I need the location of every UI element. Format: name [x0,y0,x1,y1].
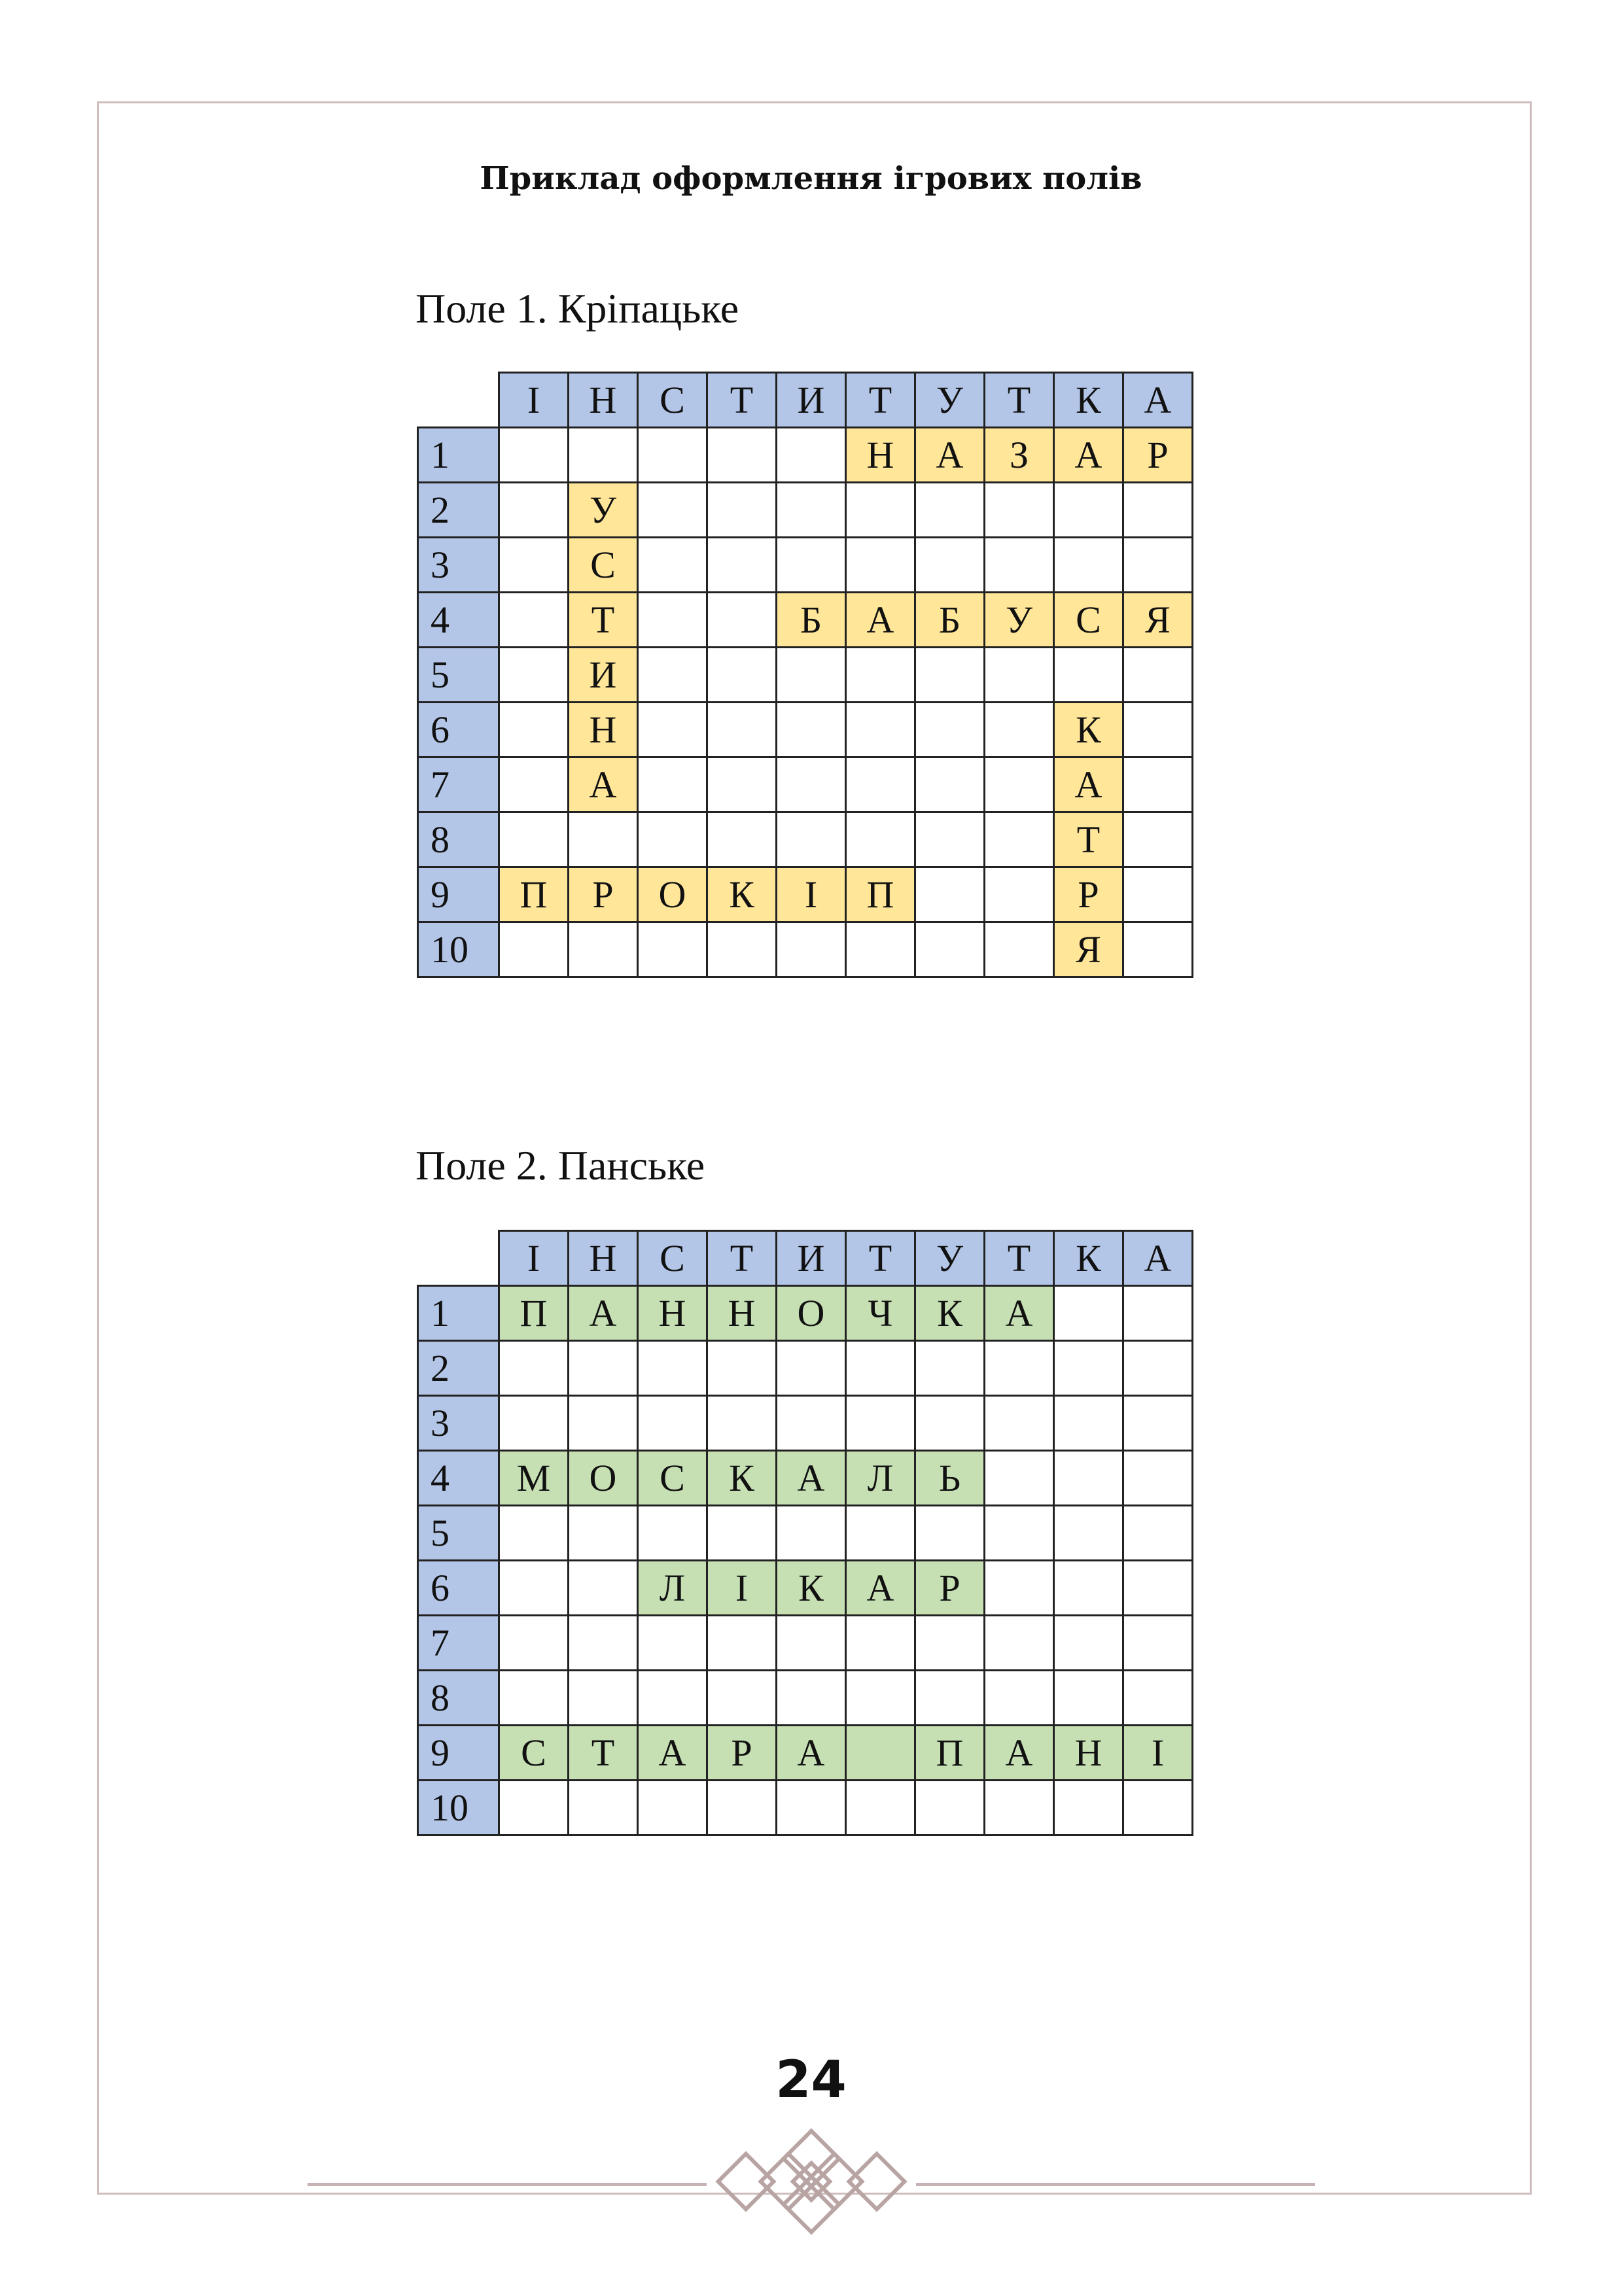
row-label: 9 [418,1726,499,1781]
grid-cell [1123,703,1193,757]
grid-cell [915,1781,985,1835]
grid-cell [707,593,777,648]
row-label: 10 [418,1781,499,1835]
grid-cell: Р [707,1726,777,1781]
grid-cell [915,1616,985,1671]
grid-cell: А [915,428,985,483]
grid-cell [1054,483,1123,538]
grid-cell [499,1781,569,1835]
row-label: 6 [418,703,499,757]
grid-cell: А [846,593,915,648]
grid-cell [499,593,569,648]
grid-cell [638,1671,707,1726]
grid-cell [1123,1341,1193,1396]
grid-cell [569,1561,638,1616]
grid-cell: Т [1054,812,1123,867]
grid-cell: С [638,1451,707,1506]
column-header: А [1123,1231,1193,1286]
grid-cell [499,703,569,757]
grid-cell [499,1616,569,1671]
row-label: 2 [418,483,499,538]
grid-corner [418,373,499,428]
grid-cell [777,1506,846,1561]
grid-cell: Л [846,1451,915,1506]
grid-cell: М [499,1451,569,1506]
grid-cell: Н [707,1286,777,1341]
grid-cell [499,1561,569,1616]
grid-cell: Н [846,428,915,483]
grid-cell: П [499,1286,569,1341]
row-label: 6 [418,1561,499,1616]
grid-cell [1123,538,1193,593]
grid-cell [569,812,638,867]
grid-cell: І [777,867,846,922]
grid-cell: Н [638,1286,707,1341]
grid-row [418,483,1193,538]
grid-cell [707,757,777,812]
grid-cell [1123,1451,1193,1506]
grid-cell [569,1616,638,1671]
grid-cell [499,1506,569,1561]
grid-cell: С [1054,593,1123,648]
grid-cell [707,1616,777,1671]
grid-header-row [418,373,1193,428]
grid-cell [638,538,707,593]
grid-cell [707,1781,777,1835]
row-label: 8 [418,1671,499,1726]
grid-cell: У [569,483,638,538]
grid-cell [638,757,707,812]
grid-cell [1123,1781,1193,1835]
grid-cell [569,1671,638,1726]
field-2-grid [417,1230,1193,1836]
row-label: 4 [418,1451,499,1506]
grid-cell [569,1396,638,1451]
grid-cell [707,1671,777,1726]
field-2-title: Поле 2. Панське [415,1142,705,1189]
grid-cell [1054,1341,1123,1396]
grid-cell: С [499,1726,569,1781]
grid-cell [569,1341,638,1396]
grid-cell [915,867,985,922]
grid-cell: А [569,757,638,812]
grid-cell [1123,922,1193,977]
column-header: К [1054,1231,1123,1286]
grid-cell [915,648,985,703]
grid-cell: Б [915,593,985,648]
grid-cell [1054,1506,1123,1561]
grid-cell [985,703,1054,757]
row-label: 8 [418,812,499,867]
ornament-icon [707,2126,916,2237]
grid-cell [846,1506,915,1561]
column-header: С [638,373,707,428]
page-title: Приклад оформлення ігрових полів [480,160,1142,197]
grid-cell [777,538,846,593]
grid-cell [846,922,915,977]
grid-cell [985,812,1054,867]
grid-cell [915,1396,985,1451]
grid-cell [569,1506,638,1561]
grid-cell: А [1054,757,1123,812]
grid-cell: О [638,867,707,922]
grid-cell [638,428,707,483]
grid-cell [707,483,777,538]
column-header: Н [569,373,638,428]
column-header: И [777,373,846,428]
grid-cell [846,703,915,757]
grid-cell [846,812,915,867]
grid-cell [1123,1396,1193,1451]
grid-cell [638,812,707,867]
grid-cell: Я [1054,922,1123,977]
grid-cell [1054,1286,1123,1341]
grid-cell: А [777,1451,846,1506]
grid-cell [985,757,1054,812]
field-1-title: Поле 1. Кріпацьке [415,285,739,332]
column-header: Т [985,1231,1054,1286]
grid-cell [1054,1561,1123,1616]
grid-cell [1123,1561,1193,1616]
grid-cell [985,538,1054,593]
grid-cell [638,1396,707,1451]
grid-cell [846,483,915,538]
grid-cell [638,1506,707,1561]
grid-cell: Ь [915,1451,985,1506]
grid-cell: Т [569,593,638,648]
grid-corner [418,1231,499,1286]
grid-cell [499,648,569,703]
grid-cell [1054,1616,1123,1671]
column-header: І [499,1231,569,1286]
row-label: 1 [418,1286,499,1341]
grid-cell: П [846,867,915,922]
grid-cell: Ч [846,1286,915,1341]
grid-cell: К [915,1286,985,1341]
grid-cell [1054,1396,1123,1451]
grid-cell [777,757,846,812]
grid-cell [707,648,777,703]
column-header: С [638,1231,707,1286]
grid-row [418,648,1193,703]
grid-cell [707,428,777,483]
column-header: Т [846,1231,915,1286]
grid-cell [1054,1671,1123,1726]
grid-cell [638,593,707,648]
grid-row [418,1451,1193,1506]
column-header: К [1054,373,1123,428]
grid-row [418,1616,1193,1671]
grid-cell [846,1726,915,1781]
grid-cell [499,538,569,593]
grid-row [418,1671,1193,1726]
grid-row [418,812,1193,867]
column-header: У [915,373,985,428]
grid-cell [985,1781,1054,1835]
grid-cell [1123,648,1193,703]
grid-cell [777,1341,846,1396]
grid-cell [915,483,985,538]
grid-cell [777,1671,846,1726]
grid-cell [707,703,777,757]
grid-row [418,867,1193,922]
footer-line-left [308,2183,707,2186]
grid-cell: А [1054,428,1123,483]
grid-cell: П [499,867,569,922]
grid-cell [777,428,846,483]
grid-cell: С [569,538,638,593]
column-header: Т [707,373,777,428]
grid-cell: А [846,1561,915,1616]
grid-cell [638,703,707,757]
row-label: 5 [418,648,499,703]
column-header: Т [846,373,915,428]
grid-cell [1054,538,1123,593]
grid-cell [985,1506,1054,1561]
column-header: Н [569,1231,638,1286]
grid-cell [499,1341,569,1396]
grid-cell [1123,867,1193,922]
grid-cell [499,483,569,538]
grid-cell [915,1341,985,1396]
grid-cell: А [638,1726,707,1781]
grid-cell [707,922,777,977]
grid-cell [1123,1286,1193,1341]
grid-cell: Р [915,1561,985,1616]
grid-cell [638,483,707,538]
grid-cell [846,1396,915,1451]
grid-cell: П [915,1726,985,1781]
row-label: 2 [418,1341,499,1396]
grid-cell [499,428,569,483]
grid-cell [915,703,985,757]
grid-cell [1123,1616,1193,1671]
grid-cell [915,922,985,977]
grid-cell [1123,812,1193,867]
grid-cell: Н [1054,1726,1123,1781]
grid-cell [777,483,846,538]
grid-cell [985,1341,1054,1396]
grid-cell [638,922,707,977]
grid-cell [638,1341,707,1396]
page-number: 24 [775,2051,847,2110]
grid-cell [1054,1451,1123,1506]
grid-cell: З [985,428,1054,483]
grid-cell: К [1054,703,1123,757]
grid-cell [985,1561,1054,1616]
grid-cell [638,648,707,703]
grid-cell: К [707,1451,777,1506]
row-label: 7 [418,1616,499,1671]
grid-row [418,922,1193,977]
grid-cell [777,703,846,757]
grid-cell: Я [1123,593,1193,648]
grid-row [418,1286,1193,1341]
grid-cell [915,757,985,812]
grid-cell [846,1341,915,1396]
grid-row [418,757,1193,812]
column-header: У [915,1231,985,1286]
grid-row [418,1561,1193,1616]
grid-cell [707,538,777,593]
grid-cell: А [985,1726,1054,1781]
grid-cell: І [707,1561,777,1616]
grid-cell: Р [569,867,638,922]
grid-cell: І [1123,1726,1193,1781]
grid-cell: Т [569,1726,638,1781]
grid-cell: А [569,1286,638,1341]
column-header: Т [985,373,1054,428]
column-header: И [777,1231,846,1286]
grid-cell [985,483,1054,538]
row-label: 7 [418,757,499,812]
grid-cell: И [569,648,638,703]
grid-cell [915,1671,985,1726]
grid-cell: Р [1054,867,1123,922]
grid-row [418,428,1193,483]
grid-cell: Б [777,593,846,648]
grid-cell [707,812,777,867]
grid-cell: Н [569,703,638,757]
grid-cell: К [777,1561,846,1616]
grid-cell [1123,1506,1193,1561]
grid-row [418,1726,1193,1781]
row-label: 5 [418,1506,499,1561]
grid-cell [569,1781,638,1835]
grid-cell [985,1451,1054,1506]
grid-cell: А [985,1286,1054,1341]
grid-cell [499,757,569,812]
grid-cell [846,538,915,593]
row-label: 10 [418,922,499,977]
grid-cell [638,1616,707,1671]
grid-cell [777,1616,846,1671]
field-1-grid [417,372,1193,978]
grid-cell [777,812,846,867]
grid-cell [1123,1671,1193,1726]
grid-cell [846,757,915,812]
grid-cell [985,1616,1054,1671]
grid-cell: Л [638,1561,707,1616]
grid-cell [1123,483,1193,538]
grid-row [418,703,1193,757]
grid-cell [499,922,569,977]
grid-cell [707,1341,777,1396]
grid-cell: А [777,1726,846,1781]
grid-cell [569,428,638,483]
grid-cell [846,1671,915,1726]
grid-cell [1054,1781,1123,1835]
grid-cell [499,1396,569,1451]
grid-row [418,1781,1193,1835]
grid-cell [569,922,638,977]
grid-cell: У [985,593,1054,648]
row-label: 3 [418,538,499,593]
grid-cell [915,1506,985,1561]
grid-cell [777,922,846,977]
grid-cell: О [777,1286,846,1341]
grid-cell [915,812,985,867]
grid-cell: К [707,867,777,922]
grid-cell [499,1671,569,1726]
grid-cell [915,538,985,593]
grid-row [418,1396,1193,1451]
grid-cell: Р [1123,428,1193,483]
column-header: А [1123,373,1193,428]
grid-cell [638,1781,707,1835]
grid-cell: О [569,1451,638,1506]
grid-cell [777,648,846,703]
grid-cell [846,648,915,703]
footer-line-right [916,2183,1315,2186]
grid-cell [985,867,1054,922]
grid-header-row [418,1231,1193,1286]
row-label: 9 [418,867,499,922]
grid-cell [985,1671,1054,1726]
grid-cell [777,1781,846,1835]
row-label: 1 [418,428,499,483]
row-label: 3 [418,1396,499,1451]
grid-row [418,593,1193,648]
grid-cell [707,1506,777,1561]
row-label: 4 [418,593,499,648]
column-header: Т [707,1231,777,1286]
grid-cell [1123,757,1193,812]
grid-row [418,538,1193,593]
grid-row [418,1506,1193,1561]
grid-row [418,1341,1193,1396]
grid-cell [846,1616,915,1671]
grid-cell [985,922,1054,977]
grid-cell [707,1396,777,1451]
grid-cell [846,1781,915,1835]
grid-cell [777,1396,846,1451]
grid-cell [1054,648,1123,703]
column-header: І [499,373,569,428]
grid-cell [985,1396,1054,1451]
grid-cell [985,648,1054,703]
grid-cell [499,812,569,867]
